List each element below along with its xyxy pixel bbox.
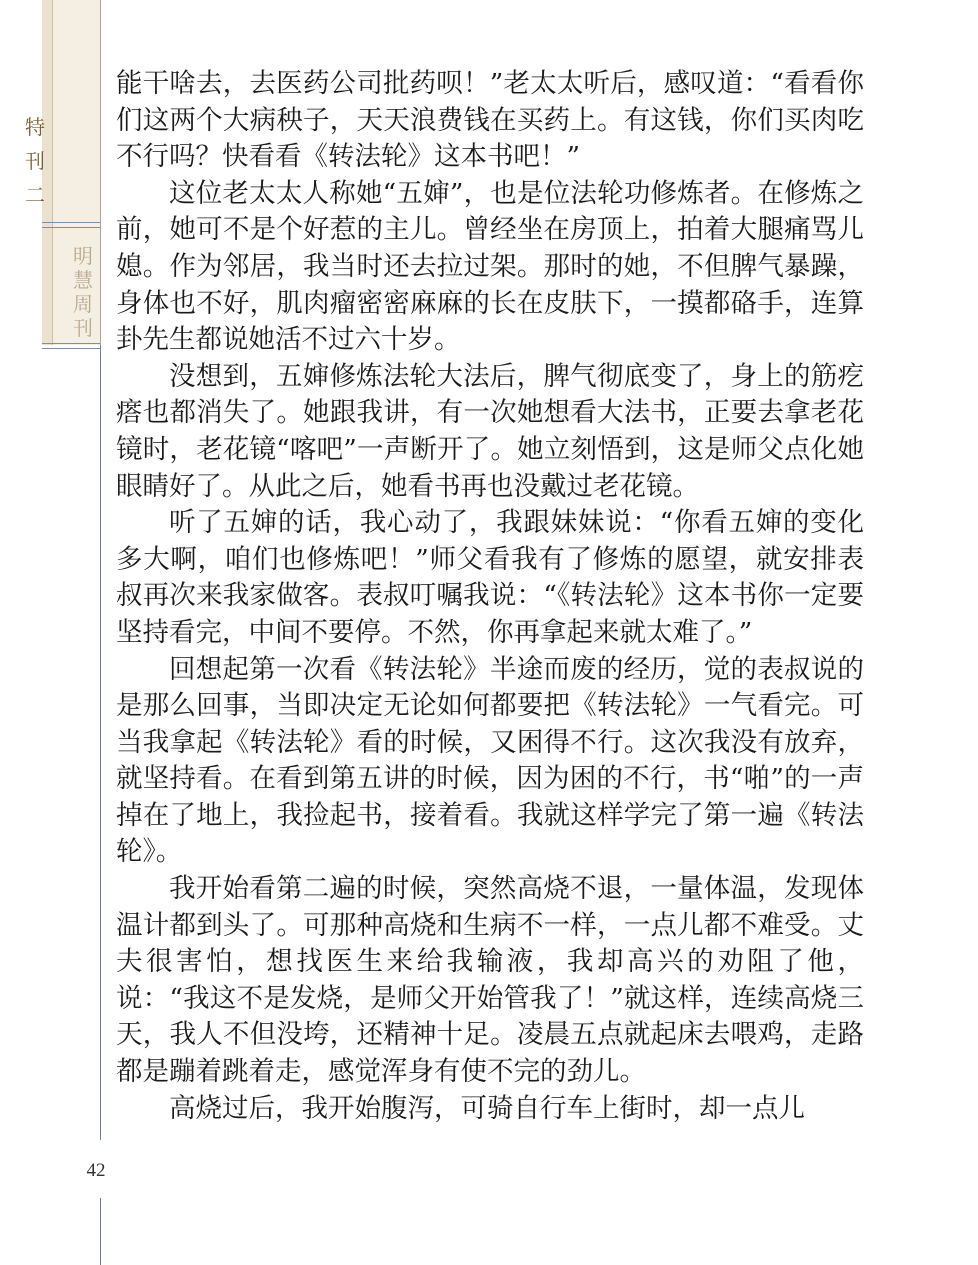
paragraph: 我开始看第二遍的时候，突然高烧不退，一量体温，发现体温计都到头了。可那种高烧和生病不一样，一点儿都不难受。丈夫很害怕，想找医生来给我输液，我却高兴的劝阻了他，说：“我这不是发烧，是师父开始管我了！”就这样，连续高烧三天，我人不但没垮，还精神十足。凌晨五点就起床去喂鸡，走路都是蹦着跳着走，感觉浑身有使不完的劲儿。 bbox=[116, 873, 864, 1088]
publication-label-char: 明 bbox=[73, 244, 93, 268]
page-number: 42 bbox=[86, 1160, 106, 1181]
publication-label-char: 慧 bbox=[73, 268, 93, 292]
paragraph: 听了五婶的话，我心动了，我跟妹妹说：“你看五婶的变化多大啊，咱们也修炼吧！”师父看我有了修炼的愿望，就安排表叔再次来我家做客。表叔叮嘱我说：“《转法轮》这本书你一定要坚持看完，中间不要停。不然，你再拿起来就太难了。” bbox=[116, 507, 864, 648]
publication-label bbox=[66, 244, 100, 340]
tab-divider bbox=[42, 222, 100, 228]
paragraph: 回想起第一次看《转法轮》半途而废的经历，觉的表叔说的是那么回事，当即决定无论如何都要把《转法轮》一气看完。可当我拿起《转法轮》看的时候，又困得不行。这次我没有放弃，就坚持看。在看到第五讲的时候，因为困的不行，书“啪”的一声掉在了地上，我捡起书，接着看。我就这样学完了第一遍《转法轮》。 bbox=[116, 653, 864, 868]
section-label-char: 二 bbox=[25, 183, 45, 207]
paragraph: 这位老太太人称她“五婶”，也是位法轮功修炼者。在修炼之前，她可不是个好惹的主儿。曾经坐在房顶上，拍着大腿痛骂儿媳。作为邻居，我当时还去拉过架。那时的她，不但脾气暴躁，身体也不好，肌肉瘤密密麻麻的长在皮肤下，一摸都硌手，连算卦先生都说她活不过六十岁。 bbox=[116, 177, 864, 356]
tab-divider bbox=[42, 343, 100, 349]
section-label bbox=[18, 110, 52, 212]
publication-label-char: 刊 bbox=[73, 316, 93, 340]
paragraph: 高烧过后，我开始腹泻，可骑自行车上街时，却一点儿 bbox=[169, 1092, 805, 1124]
margin-rule bbox=[100, 345, 101, 1140]
section-label-char: 刊 bbox=[25, 149, 45, 173]
publication-label-char: 周 bbox=[73, 292, 93, 316]
margin-rule bbox=[100, 1198, 101, 1265]
section-label-char: 特 bbox=[25, 115, 45, 139]
paragraph-continued: 能干啥去，去医药公司批药呗！”老太太听后，感叹道：“看看你们这两个大病秧子，天天浪费钱在买药上。有这钱，你们买肉吃不行吗？快看看《转法轮》这本书吧！” bbox=[116, 68, 864, 173]
paragraph: 没想到，五婶修炼法轮大法后，脾气彻底变了，身上的筋疙瘩也都消失了。她跟我讲，有一次她想看大法书，正要去拿老花镜时，老花镜“喀吧”一声断开了。她立刻悟到，这是师父点化她眼睛好了。从此之后，她看书再也没戴过老花镜。 bbox=[116, 360, 864, 502]
article-body bbox=[116, 66, 864, 1127]
